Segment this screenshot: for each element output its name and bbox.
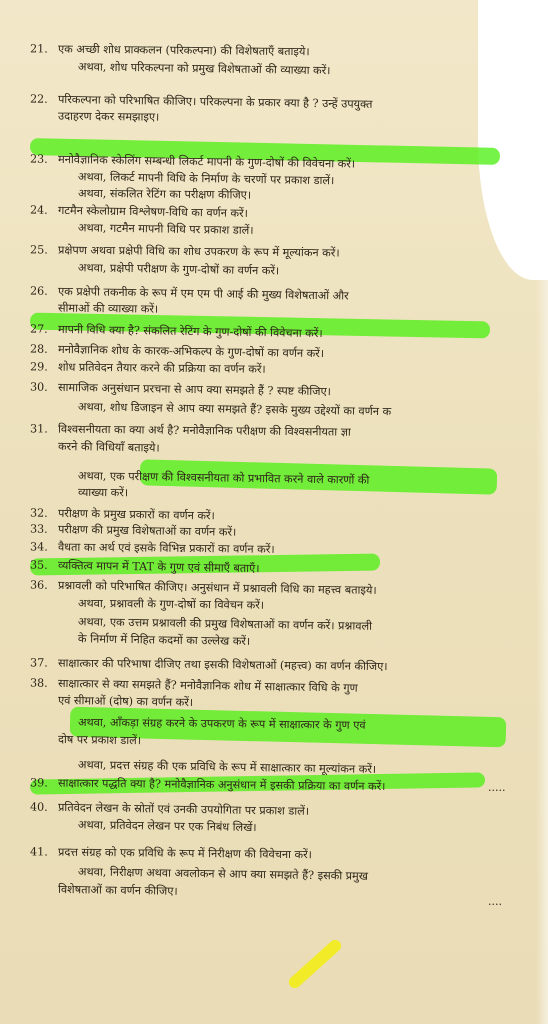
question-text: परिकल्पना को परिभाषित कीजिए। परिकल्पना के प्रकार क्या है ? उन्हें उपयुक्त xyxy=(57,92,373,111)
question-text: अथवा, एक परीक्षण की विश्वसनीयता को प्रभावित करने वाले कारणों की xyxy=(77,469,370,487)
question-text: मापनी विधि क्या है? संकलित रेटिंग के गुण-दोषों की विवेचना करें। xyxy=(57,322,323,341)
question-number: 31. xyxy=(29,422,48,436)
question-text: सामाजिक अनुसंधान प्ररचना से आप क्या समझते हैं ? स्पष्ट कीजिए। xyxy=(57,380,332,399)
question-number: 24. xyxy=(29,203,48,217)
question-text: परीक्षण की प्रमुख विशेषताओं का वर्णन करें। xyxy=(57,522,237,539)
question-number: 26. xyxy=(29,284,48,298)
question-text: वैधता का अर्थ एवं इसके विभिन्न प्रकारों का वर्णन करें। xyxy=(57,540,275,556)
question-text: अथवा, एक उत्तम प्रश्नावली की प्रमुख विशेषताओं का वर्णन करें। प्रश्नावली xyxy=(77,615,373,633)
question-number: 21. xyxy=(29,42,48,56)
question-text: अथवा, प्रश्नावली के गुण-दोषों का विवेचन करें। xyxy=(77,596,265,612)
ellipsis-mark: ..... xyxy=(488,781,506,794)
question-text: अथवा, शोध डिजाइन से आप क्या समझते हैं? इसके मुख्य उद्देश्यों का वर्णन क xyxy=(77,400,392,419)
question-text: करने की विधियाँ बताइये। xyxy=(57,439,160,455)
question-number: 36. xyxy=(29,578,48,592)
question-text: अथवा, प्रतिवेदन लेखन पर एक निबंध लिखें। xyxy=(77,818,257,835)
question-text: व्यक्तित्व मापन में TAT के गुण एवं सीमाएँ बताएँ। xyxy=(57,558,260,576)
question-number: 33. xyxy=(29,522,48,536)
question-text: मनोवैज्ञानिक स्केलिंग सम्बन्धी लिकर्ट मापनी के गुण-दोषों की विवेचना करें। xyxy=(57,152,356,171)
question-text: प्रक्षेपण अथवा प्रक्षेपी विधि का शोध उपकरण के रूप में मूल्यांकन करें। xyxy=(57,243,340,260)
question-number: 41. xyxy=(29,845,48,859)
question-number: 28. xyxy=(29,342,48,356)
question-number: 32. xyxy=(29,506,48,520)
question-number: 37. xyxy=(29,656,48,670)
question-text: के निर्माण में निहित कदमों का उल्लेख करें। xyxy=(77,632,251,648)
question-text: अथवा, प्रदत्त संग्रह की एक प्रविधि के रूप में साक्षात्कार का मूल्यांकन करें। xyxy=(77,758,377,776)
question-number: 25. xyxy=(29,243,48,257)
question-text: साक्षात्कार से क्या समझते हैं? मनोवैज्ञानिक शोध में साक्षात्कार विधि के गुण xyxy=(57,676,358,695)
page-edge xyxy=(536,280,548,1024)
question-text: विशेषताओं का वर्णन कीजिए। xyxy=(57,882,178,898)
question-text: परीक्षण के प्रमुख प्रकारों का वर्णन करें। xyxy=(57,506,215,523)
question-number: 23. xyxy=(29,152,48,166)
question-text: सीमाओं की व्याख्या करें। xyxy=(57,301,159,316)
ellipsis-mark: .... xyxy=(488,895,502,908)
page-corner-fold xyxy=(478,0,548,280)
question-number: 29. xyxy=(29,360,48,374)
question-text: अथवा, आँकड़ा संग्रह करने के उपकरण के रूप में साक्षात्कार के गुण एवं xyxy=(77,715,366,732)
question-text: अथवा, लिकर्ट मापनी विधि के निर्माण के चरणों पर प्रकाश डालें। xyxy=(77,170,335,188)
question-text: प्रदत्त संग्रह को एक प्रविधि के रूप में निरीक्षण की विवेचना करें। xyxy=(57,845,313,862)
question-text: मनोवैज्ञानिक शोध के कारक-अभिकल्प के गुण-दोषों का वर्णन करें। xyxy=(57,342,325,361)
question-text: साक्षात्कार पद्धति क्या है? मनोवैज्ञानिक अनुसंधान में इसकी प्रक्रिया का वर्णन करें। xyxy=(57,776,386,794)
question-text: अथवा, गटमैन मापनी विधि पर प्रकाश डालें। xyxy=(77,221,254,237)
question-text: एवं सीमाओं (दोष) का वर्णन करें। xyxy=(57,693,194,710)
question-text: शोध प्रतिवेदन तैयार करने की प्रक्रिया का वर्णन करें। xyxy=(57,360,266,376)
question-number: 39. xyxy=(29,776,48,790)
question-text: गटमैन स्केलोग्राम विश्लेषण-विधि का वर्णन करें। xyxy=(57,203,248,220)
question-text: दोष पर प्रकाश डालें। xyxy=(57,732,142,748)
yellow-marker-stroke xyxy=(286,937,343,990)
question-text: एक अच्छी शोध प्राक्कलन (परिकल्पना) की विशेषताएँ बताइये। xyxy=(57,42,310,59)
question-text: प्रश्नावली को परिभाषित कीजिए। अनुसंधान में प्रश्नावली विधि का महत्त्व बताइये। xyxy=(57,578,377,597)
question-text: विश्वसनीयता का क्या अर्थ है? मनोवैज्ञानिक परीक्षण की विश्वसनीयता ज्ञा xyxy=(57,422,351,439)
question-text: अथवा, निरीक्षण अथवा अवलोकन से आप क्या समझते हैं? इसकी प्रमुख xyxy=(77,865,369,883)
question-text: साक्षात्कार की परिभाषा दीजिए तथा इसकी विशेषताओं (महत्त्व) का वर्णन कीजिए। xyxy=(57,656,388,674)
question-text: उदाहरण देकर समझाइए। xyxy=(57,109,160,124)
question-text: एक प्रक्षेपी तकनीक के रूप में एम एम पी आई की मुख्य विशेषताओं और xyxy=(57,284,349,303)
question-number: 38. xyxy=(29,676,48,690)
question-number: 35. xyxy=(29,558,48,572)
question-number: 27. xyxy=(29,322,48,336)
question-number: 30. xyxy=(29,380,48,394)
question-number: 34. xyxy=(29,540,48,554)
question-text: अथवा, संकलित रेटिंग का परीक्षण कीजिए। xyxy=(77,186,252,202)
question-number: 40. xyxy=(29,800,48,814)
question-number: 22. xyxy=(29,92,48,106)
question-text: अथवा, शोध परिकल्पना को प्रमुख विशेषताओं की व्याख्या करें। xyxy=(77,60,331,78)
question-text: अथवा, प्रक्षेपी परीक्षण के गुण-दोषों का वर्णन करें। xyxy=(77,261,280,278)
question-text: प्रतिवेदन लेखन के स्रोतों एवं उनकी उपयोगिता पर प्रकाश डालें। xyxy=(57,800,310,818)
question-text: व्याख्या करें। xyxy=(77,485,129,500)
